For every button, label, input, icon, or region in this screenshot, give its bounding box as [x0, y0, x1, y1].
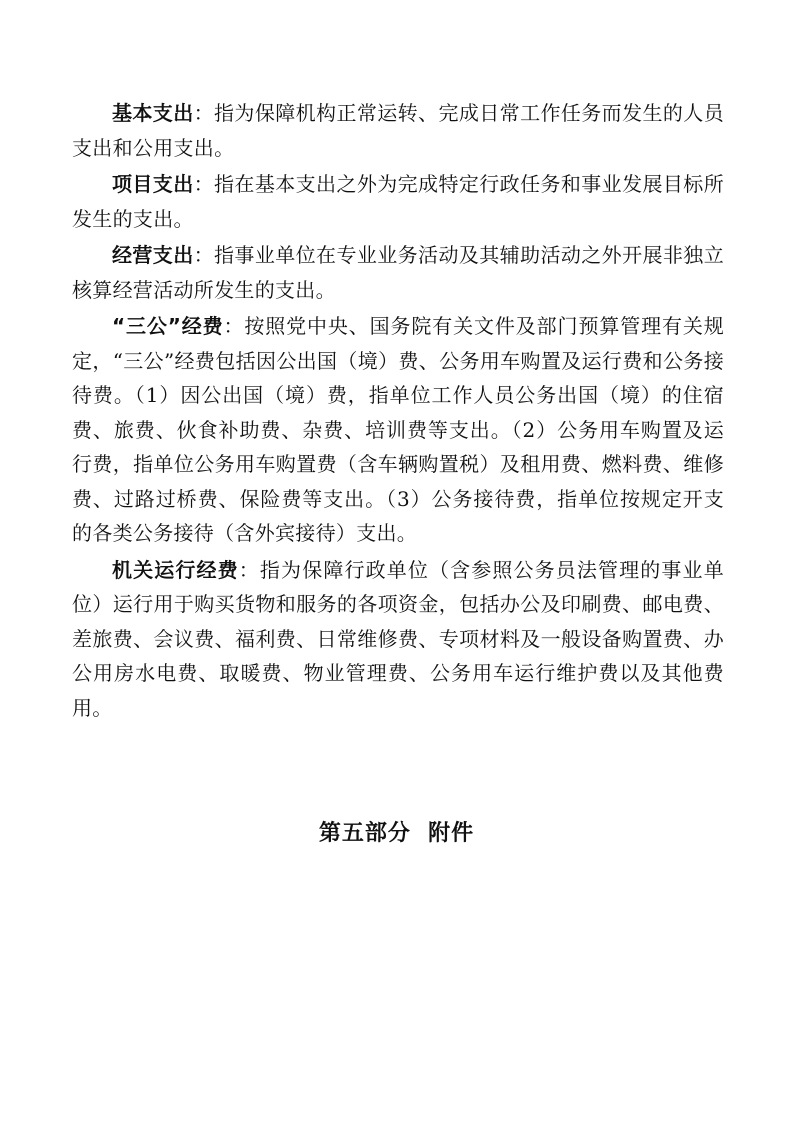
- document-body: [72, 96, 724, 727]
- definition-agency-operating-expenses: [72, 553, 724, 726]
- definition-three-public-expenses: [72, 309, 724, 551]
- term-label: “三公”经费: [112, 314, 224, 338]
- definition-text: ：指在基本支出之外为完成特定行政任务和事业发展目标所发生的支出。: [72, 172, 724, 231]
- section-title: 第五部分 附件: [318, 821, 475, 846]
- definition-text: ：指事业单位在专业业务活动及其辅助活动之外开展非独立核算经营活动所发生的支出。: [72, 243, 724, 302]
- definition-text: ：指为保障机构正常运转、完成日常工作任务而发生的人员支出和公用支出。: [72, 101, 724, 160]
- term-label: 经营支出: [112, 243, 194, 267]
- term-label: 机关运行经费: [112, 557, 239, 582]
- definition-text: ：按照党中央、国务院有关文件及部门预算管理有关规定，“三公”经费包括因公出国（境）费、公务用车购置及运行费和公务接待费。（1）因公出国（境）费，指单位工作人员公务出国（境）的住宿费、旅费、伙食补助费、杂费、培训费等支出。（2）公务用车购置及运行费，指单位公务用车购置费（含车辆购置税）及租用费、燃料费、维修费、过路过桥费、保险费等支出。（3）公务接待费，指单位按规定开支的各类公务接待（含外宾接待）支出。: [72, 314, 724, 545]
- term-label: 项目支出: [112, 172, 194, 196]
- definition-basic-expenditure: [72, 96, 724, 165]
- definition-text: ：指为保障行政单位（含参照公务员法管理的事业单位）运行用于购买货物和服务的各项资金，包括办公及印刷费、邮电费、差旅费、会议费、福利费、日常维修费、专项材料及一般设备购置费、办公用房水电费、取暖费、物业管理费、公务用车运行维护费以及其他费用。: [72, 557, 724, 720]
- definition-project-expenditure: [72, 167, 724, 236]
- definition-operating-expenditure: [72, 238, 724, 307]
- term-label: 基本支出: [112, 101, 194, 125]
